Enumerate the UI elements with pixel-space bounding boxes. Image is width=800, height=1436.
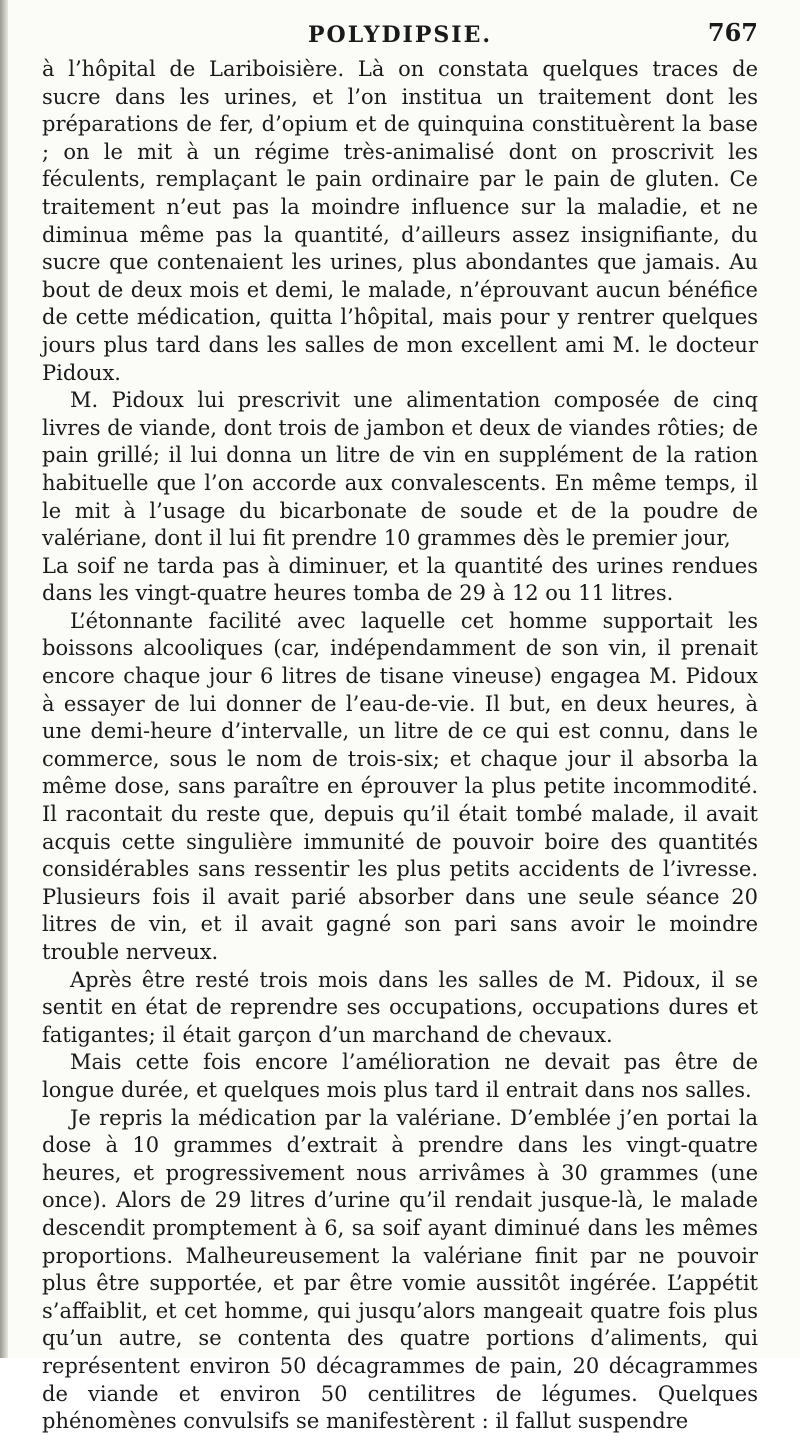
running-title: POLYDIPSIE. xyxy=(308,22,492,48)
paragraph: Mais cette fois encore l’amélioration ne devait pas être de longue durée, et quelques mois plus tard il entrait dans nos salles. xyxy=(42,1050,758,1102)
paragraph-continued: à l’hôpital de Lariboisière. Là on constata quelques traces de sucre dans les urines, et l’on institua un traitement dont les préparations de fer, d’opium et de quinquina constituèrent la base ; on le mit à un régime très-animalisé dont on proscrivit les féculents, remplaçant le pain ordinaire par le pain de gluten. Ce traitement n’eut pas la moindre influence sur la maladie, et ne diminua même pas la quantité, d’ailleurs assez insignifiante, du sucre que contenaient les urines, plus abondantes que jamais. Au bout de deux mois et demi, le malade, n’éprouvant aucun bénéfice de cette médication, quitta l’hôpital, mais pour y rentrer quelques jours plus tard dans les salles de mon excellent ami M. le docteur Pidoux. xyxy=(42,57,758,385)
page-number: 767 xyxy=(707,18,758,47)
paragraph: Je repris la médication par la valériane. D’emblée j’en portai la dose à 10 grammes d’extrait à prendre dans les vingt-quatre heures, et progressivement nous arrivâmes à 30 grammes (une once). Alors de 29 litres d’urine qu’il rendait jusque-là, le malade descendit promptement à 6, sa soif ayant diminué dans les mêmes proportions. Malheureusement la valériane finit par ne pouvoir plus être supportée, et par être vomie aussitôt ingérée. L’appétit s’affaiblit, et cet homme, qui jusqu’alors mangeait quatre fois plus qu’un autre, se contenta des quatre portions d’aliments, qui représentent environ 50 décagrammes de pain, 20 décagrammes de viande et environ 50 centilitres de légumes. Quelques phénomènes convulsifs se manifestèrent : il fallut suspendre xyxy=(42,1105,758,1434)
page-binding-edge xyxy=(0,0,8,1358)
text-body xyxy=(42,56,758,1436)
paragraph: La soif ne tarda pas à diminuer, et la quantité des urines rendues dans les vingt-quatre heures tomba de 29 à 12 ou 11 litres. xyxy=(42,553,758,606)
paragraph: Après être resté trois mois dans les salles de M. Pidoux, il se sentit en état de reprendre ses occupations, occupations dures et fatigantes; il était garçon d’un marchand de chevaux. xyxy=(42,967,758,1047)
running-head xyxy=(42,18,758,48)
paragraph: M. Pidoux lui prescrivit une alimentation composée de cinq livres de viande, dont trois de jambon et deux de viandes rôties; de pain grillé; il lui donna un litre de vin en supplément de la ration habituelle que l’on accorde aux convalescents. En même temps, il le mit à l’usage du bicarbonate de soude et de la poudre de valériane, dont il lui fit prendre 10 grammes dès le premier jour, xyxy=(42,388,759,551)
paragraph: L’étonnante facilité avec laquelle cet homme supportait les boissons alcooliques (car, indépendamment de son vin, il prenait encore chaque jour 6 litres de tisane vineuse) engagea M. Pidoux à essayer de lui donner de l’eau-de-vie. Il but, en deux heures, à une demi-heure d’intervalle, un litre de ce qui est connu, dans le commerce, sous le nom de trois-six; et chaque jour il absorba la même dose, sans paraître en éprouver la plus petite incommodité. Il racontait du reste que, depuis qu’il était tombé malade, il avait acquis cette singulière immunité de pouvoir boire des quantités considérables sans ressentir les plus petits accidents de l’ivresse. Plusieurs fois il avait parié absorber dans une seule séance 20 litres de vin, et il avait gagné son pari sans avoir le moindre trouble nerveux. xyxy=(42,608,758,964)
